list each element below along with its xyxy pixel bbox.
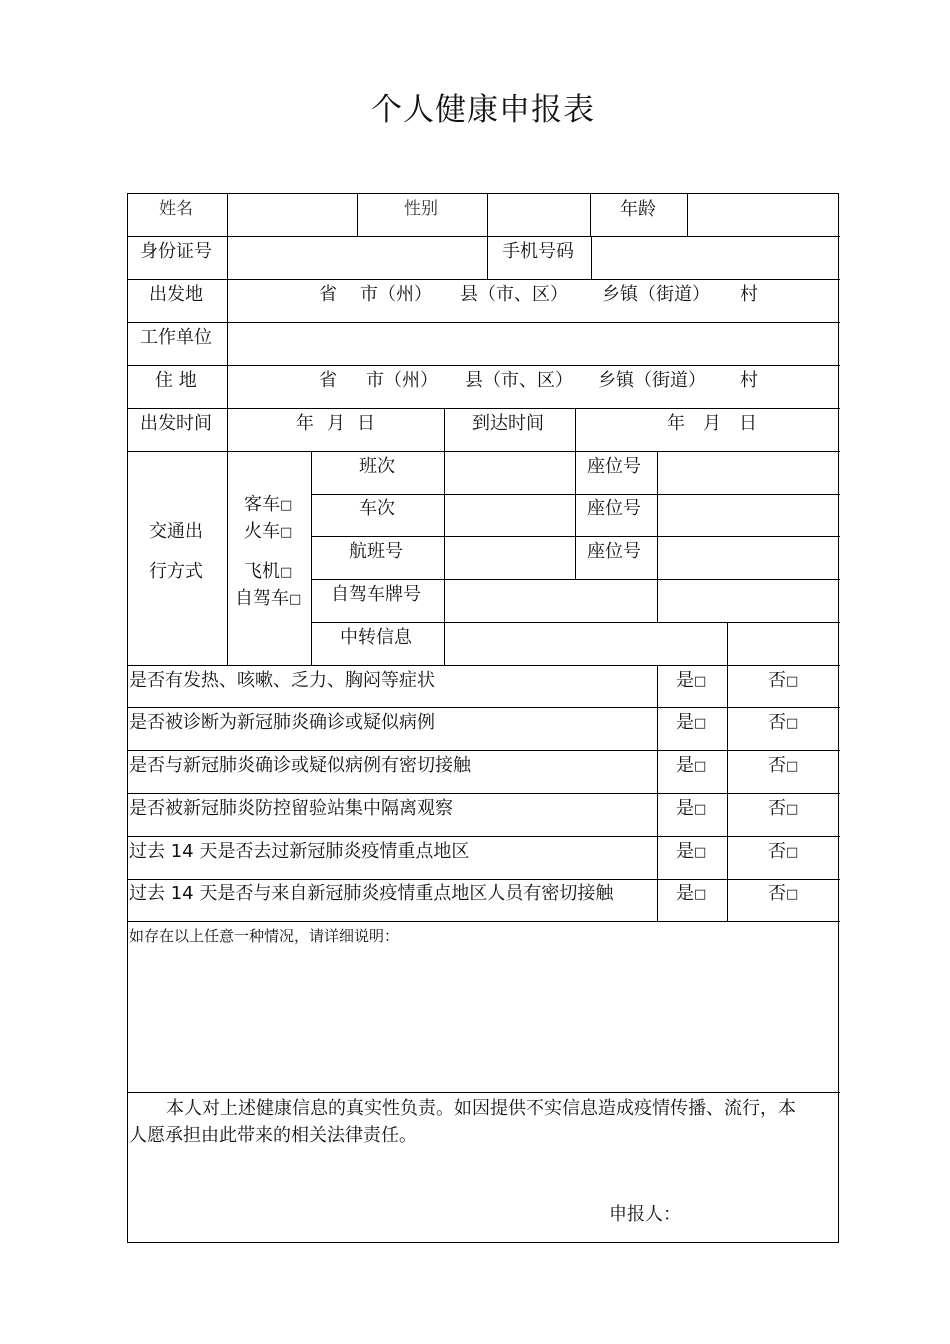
age-label: 年龄 <box>620 199 656 220</box>
work-unit-field[interactable] <box>228 323 840 365</box>
mode-bus-label: 客车 <box>244 494 280 515</box>
gender-label: 性别 <box>404 199 438 219</box>
flight-seat-field[interactable] <box>658 537 840 579</box>
checkbox-icon[interactable]: □ <box>280 525 293 540</box>
col-divider <box>444 408 445 451</box>
question-contact-area-people: 过去 14 天是否与来自新冠肺炎疫情重点地区人员有密切接触 <box>129 883 614 904</box>
question-close-contact: 是否与新冠肺炎确诊或疑似病例有密切接触 <box>129 755 471 776</box>
yes-option[interactable] <box>676 883 706 906</box>
city-label: 市（州） <box>366 370 438 391</box>
row-divider <box>128 1092 840 1093</box>
transfer-info-field[interactable] <box>445 623 727 665</box>
age-field[interactable] <box>688 194 840 236</box>
residence-label: 住 地 <box>155 370 197 391</box>
no-label: 否 <box>768 883 786 904</box>
yes-option[interactable] <box>676 712 706 735</box>
col-divider <box>575 451 576 579</box>
question-diagnosed: 是否被诊断为新冠肺炎确诊或疑似病例 <box>129 712 435 733</box>
month-label: 月 <box>703 413 721 434</box>
question-quarantine: 是否被新冠肺炎防控留验站集中隔离观察 <box>129 798 453 819</box>
month-label: 月 <box>327 413 345 434</box>
yes-option[interactable] <box>676 798 706 821</box>
yes-label: 是 <box>676 841 694 862</box>
checkbox-icon[interactable]: □ <box>786 887 799 902</box>
no-option[interactable] <box>768 755 798 778</box>
origin-label: 出发地 <box>149 284 203 305</box>
mode-bus-option[interactable] <box>244 494 292 517</box>
yes-label: 是 <box>676 670 694 691</box>
col-divider <box>357 194 358 236</box>
row-divider <box>128 707 840 708</box>
checkbox-icon[interactable]: □ <box>289 592 302 607</box>
county-label: 县（市、区） <box>460 284 568 305</box>
bus-shift-field[interactable] <box>445 452 575 494</box>
no-label: 否 <box>768 755 786 776</box>
no-label: 否 <box>768 670 786 691</box>
town-label: 乡镇（街道） <box>602 284 710 305</box>
checkbox-icon[interactable]: □ <box>694 887 707 902</box>
id-number-label: 身份证号 <box>140 241 212 262</box>
yes-option[interactable] <box>676 755 706 778</box>
row-divider <box>128 836 840 837</box>
train-number-field[interactable] <box>445 495 575 536</box>
yes-option[interactable] <box>676 670 706 693</box>
name-field[interactable] <box>228 194 357 236</box>
day-label: 日 <box>739 413 757 434</box>
checkbox-icon[interactable]: □ <box>786 716 799 731</box>
year-label: 年 <box>296 413 314 434</box>
checkbox-icon[interactable]: □ <box>694 802 707 817</box>
no-label: 否 <box>768 798 786 819</box>
signature-field[interactable] <box>678 1194 833 1234</box>
row-divider <box>128 793 840 794</box>
row-divider <box>128 921 840 922</box>
bus-seat-field[interactable] <box>658 452 840 494</box>
mode-train-option[interactable] <box>244 521 292 544</box>
flight-number-label: 航班号 <box>349 541 403 562</box>
id-number-field[interactable] <box>228 237 487 279</box>
mode-selfdrive-option[interactable] <box>235 588 301 611</box>
flight-number-field[interactable] <box>445 537 575 579</box>
checkbox-icon[interactable]: □ <box>786 845 799 860</box>
year-label: 年 <box>667 413 685 434</box>
name-label: 姓名 <box>159 199 193 219</box>
plate-number-label: 自驾车牌号 <box>331 584 421 605</box>
col-divider <box>311 451 312 665</box>
arrive-time-label: 到达时间 <box>472 413 544 434</box>
seat-label: 座位号 <box>587 498 641 519</box>
page-title: 个人健康申报表 <box>371 92 595 128</box>
col-divider <box>727 622 728 921</box>
yes-label: 是 <box>676 755 694 776</box>
transport-label-line2: 行方式 <box>149 561 203 582</box>
gender-field[interactable] <box>488 194 590 236</box>
transport-label-line1: 交通出 <box>149 521 203 542</box>
no-option[interactable] <box>768 670 798 693</box>
explanation-field[interactable] <box>128 950 840 1090</box>
yes-label: 是 <box>676 883 694 904</box>
no-option[interactable] <box>768 798 798 821</box>
no-label: 否 <box>768 712 786 733</box>
phone-field[interactable] <box>592 237 840 279</box>
train-number-label: 车次 <box>359 498 395 519</box>
yes-label: 是 <box>676 798 694 819</box>
checkbox-icon[interactable]: □ <box>786 759 799 774</box>
checkbox-icon[interactable]: □ <box>786 674 799 689</box>
row-divider <box>128 879 840 880</box>
signature-label: 申报人： <box>609 1204 681 1225</box>
transfer-info-label: 中转信息 <box>340 627 412 648</box>
declaration-line1: 本人对上述健康信息的真实性负责。如因提供不实信息造成疫情传播、流行，本 <box>166 1098 796 1119</box>
work-unit-label: 工作单位 <box>140 327 212 348</box>
plate-extra-field[interactable] <box>658 580 840 622</box>
depart-time-label: 出发时间 <box>140 413 212 434</box>
seat-label: 座位号 <box>587 541 641 562</box>
village-label: 村 <box>740 370 758 391</box>
row-divider <box>128 750 840 751</box>
yes-label: 是 <box>676 712 694 733</box>
explanation-label: 如存在以上任意一种情况，请详细说明： <box>129 927 400 945</box>
mode-selfdrive-label: 自驾车 <box>235 588 289 609</box>
seat-label: 座位号 <box>587 456 641 477</box>
no-option[interactable] <box>768 883 798 906</box>
mode-plane-option[interactable] <box>244 561 292 584</box>
province-label: 省 <box>319 284 337 305</box>
day-label: 日 <box>357 413 375 434</box>
checkbox-icon[interactable]: □ <box>280 498 293 513</box>
yes-option[interactable] <box>676 841 706 864</box>
mode-plane-label: 飞机 <box>244 561 280 582</box>
question-visited-area: 过去 14 天是否去过新冠肺炎疫情重点地区 <box>129 841 470 862</box>
no-option[interactable] <box>768 712 798 735</box>
checkbox-icon[interactable]: □ <box>786 802 799 817</box>
city-label: 市（州） <box>360 284 432 305</box>
col-divider <box>657 665 658 921</box>
declaration-line2: 人愿承担由此带来的相关法律责任。 <box>129 1125 417 1146</box>
county-label: 县（市、区） <box>465 370 573 391</box>
no-option[interactable] <box>768 841 798 864</box>
checkbox-icon[interactable]: □ <box>694 716 707 731</box>
town-label: 乡镇（街道） <box>598 370 706 391</box>
question-symptoms: 是否有发热、咳嗽、乏力、胸闷等症状 <box>129 670 435 691</box>
train-seat-field[interactable] <box>658 495 840 536</box>
province-label: 省 <box>319 370 337 391</box>
bus-shift-label: 班次 <box>359 456 395 477</box>
health-declaration-form <box>127 193 839 1243</box>
plate-number-field[interactable] <box>445 580 657 622</box>
checkbox-icon[interactable]: □ <box>694 674 707 689</box>
checkbox-icon[interactable]: □ <box>280 565 293 580</box>
phone-label: 手机号码 <box>502 241 574 262</box>
village-label: 村 <box>740 284 758 305</box>
checkbox-icon[interactable]: □ <box>694 759 707 774</box>
mode-train-label: 火车 <box>244 521 280 542</box>
col-divider <box>590 194 591 236</box>
no-label: 否 <box>768 841 786 862</box>
checkbox-icon[interactable]: □ <box>694 845 707 860</box>
row-divider <box>128 665 840 666</box>
